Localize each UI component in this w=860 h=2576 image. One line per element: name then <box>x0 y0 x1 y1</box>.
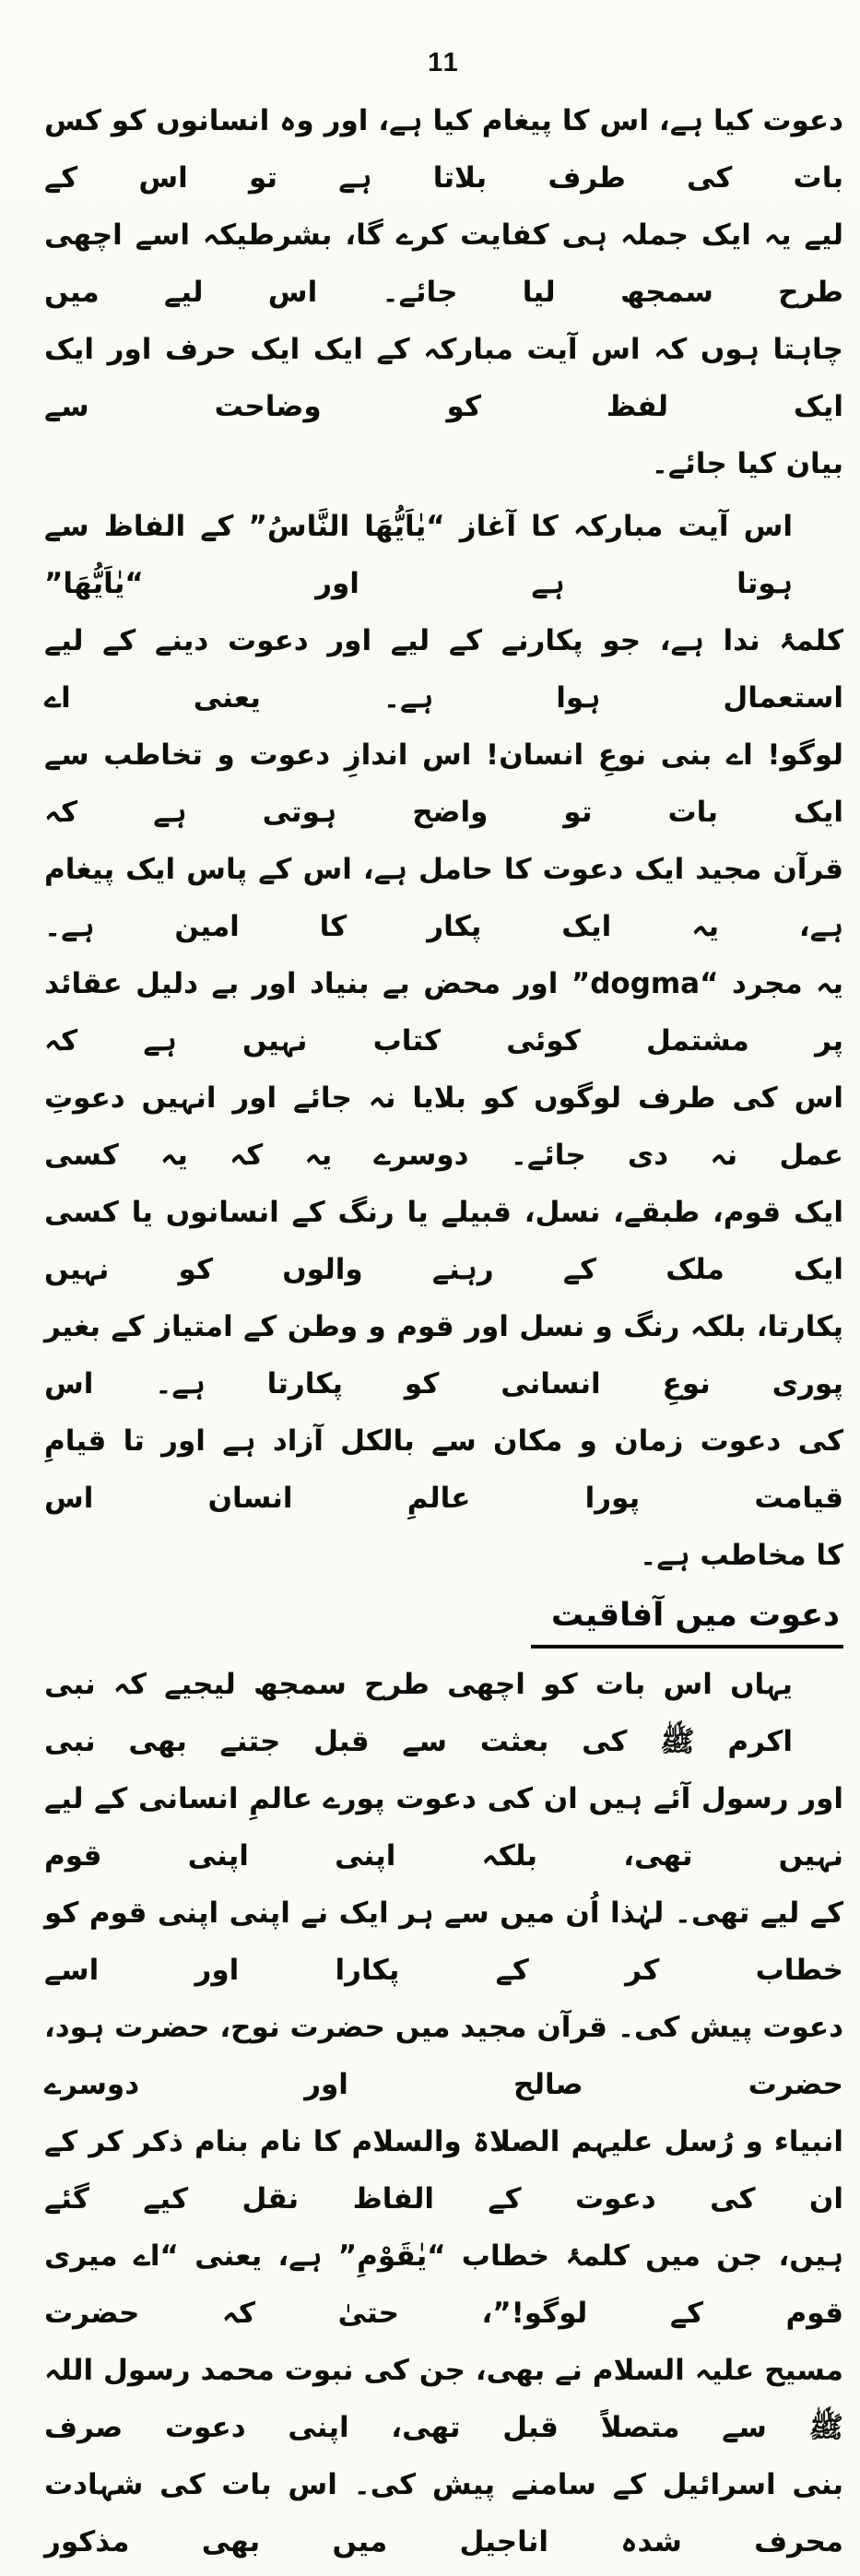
text-line: ہیں، جن میں کلمۂ خطاب “يٰقَوْمِ” ہے، یعنی “اے میری قوم کے لوگو!”، حتیٰ کہ حضرت <box>44 2239 843 2330</box>
text-line: یہاں اس بات کو اچھی طرح سمجھ لیجیے کہ نبی اکرم ﷺ کی بعثت سے قبل جتنے بھی نبی <box>44 1668 793 1758</box>
paragraph <box>44 498 843 1584</box>
text-line: اس کی طرف لوگوں کو بلایا نہ جائے اور انہیں دعوتِ عمل نہ دی جائے۔ دوسرے یہ کہ یہ کسی <box>44 1081 843 1172</box>
text-line: چاہتا ہوں کہ اس آیت مبارکہ کے ایک ایک حرف اور ایک ایک لفظ کو وضاحت سے <box>44 333 843 423</box>
text-line: اور رسول آئے ہیں ان کی دعوت پورے عالمِ انسانی کے لیے نہیں تھی، بلکہ اپنی اپنی قوم <box>44 1782 843 1873</box>
text-line: دعوت پیش کی۔ قرآن مجید میں حضرت نوح، حضرت ہود، حضرت صالح اور دوسرے <box>44 2011 843 2101</box>
text-line: کے لیے تھی۔ لہٰذا اُن میں سے ہر ایک نے اپنی اپنی قوم کو خطاب کر کے پکارا اور اسے <box>44 1897 843 1987</box>
page-number: 11 <box>428 48 460 77</box>
section-heading-text: دعوت میں آفاقیت <box>531 1593 843 1648</box>
section-heading <box>44 1593 843 1648</box>
paragraph <box>44 92 843 492</box>
text-line: مسیح علیہ السلام نے بھی، جن کی نبوت محمد رسول اللہ ﷺ سے متصلاً قبل تھی، اپنی دعوت صرف <box>44 2354 843 2444</box>
text-line: لوگو! اے بنی نوعِ انسان! اس اندازِ دعوت و تخاطب سے ایک بات تو واضح ہوتی ہے کہ <box>44 739 843 829</box>
text-line: بنی اسرائیل کے سامنے پیش کی۔ اس بات کی شہادت محرف شدہ اناجیل میں بھی مذکور <box>44 2468 843 2558</box>
text-line: بیان کیا جائے۔ <box>651 447 843 480</box>
text-line: یہ مجرد “dogma” اور محض بے بنیاد اور بے دلیل عقائد پر مشتمل کوئی کتاب نہیں ہے کہ <box>44 967 843 1058</box>
text-line: قرآن مجید ایک دعوت کا حامل ہے، اس کے پاس ایک پیغام ہے، یہ ایک پکار کا امین ہے۔ <box>44 853 843 943</box>
text-line: کا مخاطب ہے۔ <box>640 1539 843 1572</box>
text-line: پکارتا، بلکہ رنگ و نسل اور قوم و وطن کے امتیاز کے بغیر پوری نوعِ انسانی کو پکارتا ہے۔ اس <box>44 1310 843 1400</box>
text-line: انبیاء و رُسل علیہم الصلاۃ والسلام کا نام بنام ذکر کر کے ان کی دعوت کے الفاظ نقل کیے گئے <box>44 2125 843 2216</box>
text-line: کلمۂ ندا ہے، جو پکارنے کے لیے اور دعوت دینے کے لیے استعمال ہوا ہے۔ یعنی اے <box>44 624 843 715</box>
text-line: دعوت کیا ہے، اس کا پیغام کیا ہے، اور وہ انسانوں کو کس بات کی طرف بلاتا ہے تو اس کے <box>44 104 843 195</box>
text-line: لیے یہ ایک جملہ ہی کفایت کرے گا، بشرطیکہ اسے اچھی طرح سمجھ لیا جائے۔ اس لیے میں <box>44 219 843 309</box>
body-text <box>44 92 843 2576</box>
text-line: کی دعوت زمان و مکان سے بالکل آزاد ہے اور تا قیامِ قیامت پورا عالمِ انسان اس <box>44 1424 843 1515</box>
paragraph <box>44 1656 843 2570</box>
text-line: ایک قوم، طبقے، نسل، قبیلے یا رنگ کے انسانوں یا کسی ایک ملک کے رہنے والوں کو نہیں <box>44 1196 843 1286</box>
text-line: اس آیت مبارکہ کا آغاز “يٰاَيُّهَا النَّاسُ” کے الفاظ سے ہوتا ہے اور “يٰاَيُّهَا” <box>44 510 793 600</box>
